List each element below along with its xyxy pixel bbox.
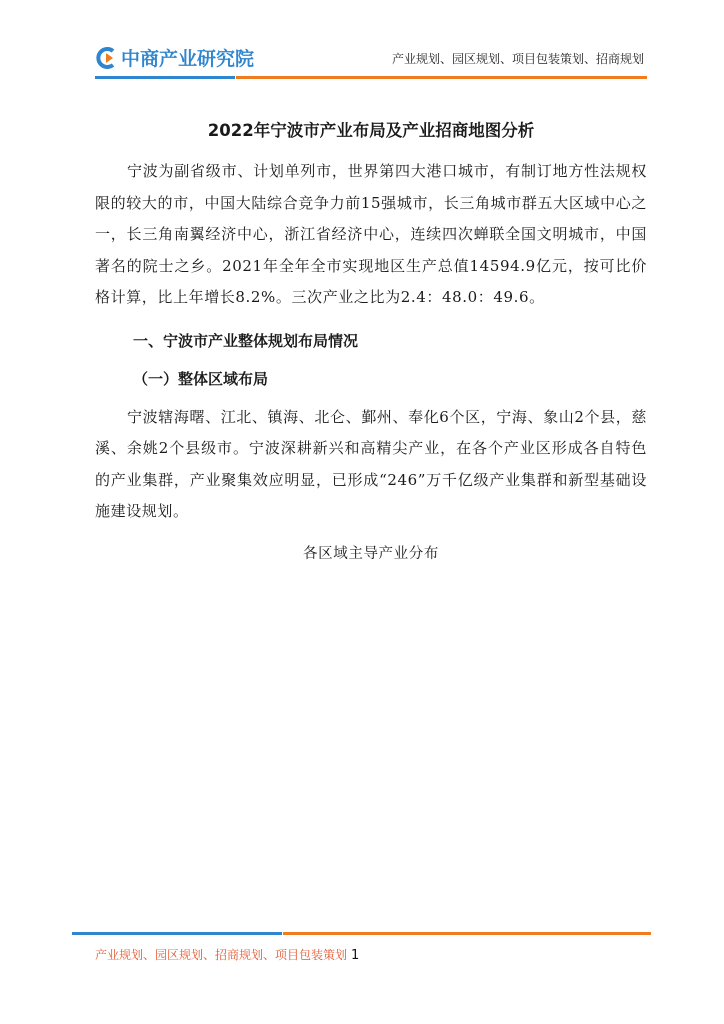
page-number: 1 <box>351 948 360 963</box>
footer-slogan: 产业规划、园区规划、招商规划、项目包装策划 <box>95 948 348 962</box>
subsection-heading: （一）整体区域布局 <box>133 369 269 388</box>
header-divider-blue <box>95 76 235 79</box>
logo-text: 中商产业研究院 <box>121 48 255 70</box>
document-body <box>95 118 647 566</box>
page-header <box>0 0 724 80</box>
figure-caption: 各区域主导产业分布 <box>303 545 439 562</box>
header-slogan: 产业规划、园区规划、项目包装策划、招商规划 <box>391 52 644 66</box>
intro-paragraph: 宁波为副省级市、计划单列市，世界第四大港口城市，有制订地方性法规权限的较大的市，中国大陆综合竞争力前15强城市，长三角城市群五大区域中心之一，长三角南翼经济中心，浙江省经济中心，连续四次蝉联全国文明城市，中国著名的院士之乡。2021年全年全市实现地区生产总值14594.9亿元，按可比价格计算，比上年增长8.2%。三次产业之比为2.4：48.0：49.6。 <box>95 162 647 306</box>
page-footer <box>95 946 359 963</box>
header-divider-orange <box>236 76 647 79</box>
document-title: 2022年宁波市产业布局及产业招商地图分析 <box>207 121 535 140</box>
section-paragraph: 宁波辖海曙、江北、镇海、北仑、鄞州、奉化6个区，宁海、象山2个县，慈溪、余姚2个县级市。宁波深耕新兴和高精尖产业，在各个产业区形成各自特色的产业集群，产业聚集效应明显，已形成“246”万千亿级产业集群和新型基础设施建设规划。 <box>95 407 647 520</box>
footer-divider-blue <box>72 932 282 935</box>
logo-icon <box>95 47 117 69</box>
section-heading: 一、宁波市产业整体规划布局情况 <box>133 331 359 350</box>
footer-divider-orange <box>283 932 651 935</box>
company-logo <box>95 44 254 71</box>
